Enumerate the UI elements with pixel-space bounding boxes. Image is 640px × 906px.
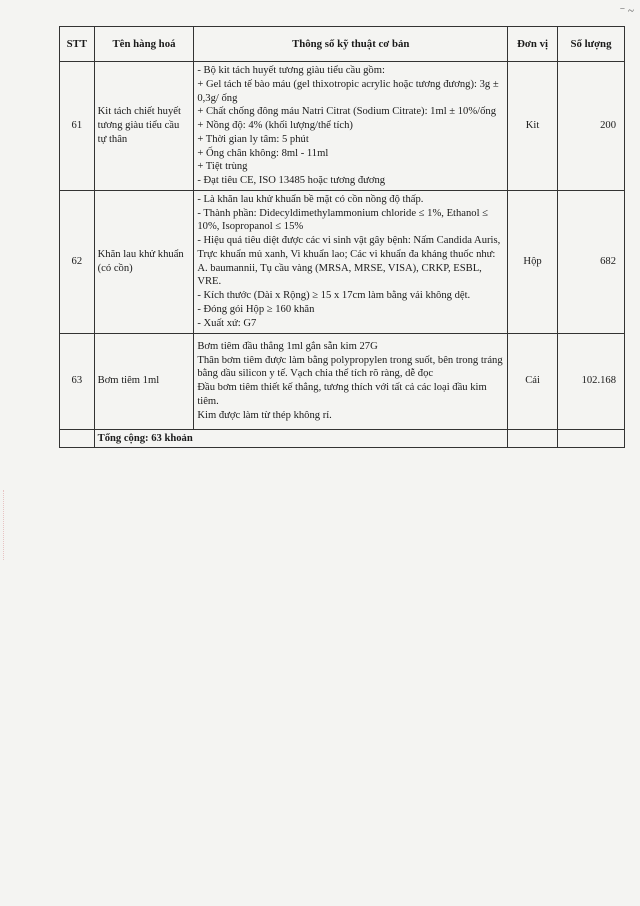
spec-line: Đầu bơm tiêm thiết kế thẳng, tương thích với tất cả các loại đầu kim tiêm. — [197, 382, 487, 407]
spec-line: - Đóng gói Hộp ≥ 160 khăn — [197, 304, 315, 316]
row-unit: Cái — [508, 333, 558, 429]
spec-line: + Gel tách tế bào máu (gel thixotropic acrylic hoặc tương đương): 3g ± 0,3g/ ống — [197, 78, 499, 104]
table-row — [60, 333, 625, 429]
table-row — [60, 190, 625, 333]
row-spec — [194, 190, 508, 333]
row-spec — [194, 62, 508, 191]
row-stt: 63 — [60, 333, 95, 429]
spec-line: - Kích thước (Dài x Rộng) ≥ 15 x 17cm làm bằng vải không dệt. — [197, 290, 471, 302]
total-empty-cell — [508, 429, 558, 448]
total-empty-cell — [557, 429, 624, 448]
header-name: Tên hàng hoá — [94, 27, 194, 62]
row-unit: Kit — [508, 62, 558, 191]
table-header-row — [60, 27, 625, 62]
row-qty: 200 — [557, 62, 624, 191]
spec-line: + Tiệt trùng — [197, 161, 248, 173]
row-spec — [194, 333, 508, 429]
spec-line: - Hiệu quả tiêu diệt được các vi sinh vật gây bệnh: Nấm Candida Auris, Trực khuẩn mủ xanh, Vi khuẩn lao; Các vi khuẩn đa kháng thuốc như: A. baumannii, Tụ cầu vàng (MRSA, MRSE, VISA), CRKP, ESBL, VRE. — [197, 235, 501, 288]
spec-line: + Chất chống đông máu Natri Citrat (Sodium Citrate): 1ml ± 10%/ống — [197, 106, 497, 118]
spec-line: + Nồng độ: 4% (khối lượng/thể tích) — [197, 120, 353, 132]
spec-line: + Thời gian ly tâm: 5 phút — [197, 133, 309, 145]
row-qty: 682 — [557, 190, 624, 333]
spec-line: - Bộ kit tách huyết tương giàu tiểu cầu gồm: — [197, 65, 385, 76]
spec-line: Kim được làm từ thép không rỉ. — [197, 409, 332, 421]
row-name: Bơm tiêm 1ml — [94, 333, 194, 429]
goods-table — [59, 26, 625, 448]
header-qty: Số lượng — [557, 27, 624, 62]
spec-line: - Xuất xứ: G7 — [197, 317, 257, 329]
header-stt: STT — [60, 27, 95, 62]
total-label: Tổng cộng: 63 khoản — [94, 429, 507, 448]
spec-line: - Là khăn lau khử khuẩn bề mặt có cồn nồng độ thấp. — [197, 193, 424, 205]
table-row — [60, 62, 625, 191]
spec-line: Thân bơm tiêm được làm bằng polypropylen trong suốt, bên trong tráng bằng dầu silicon y tế. Vạch chia thể tích rõ ràng, dễ đọc — [197, 354, 503, 380]
header-spec: Thông số kỹ thuật cơ bản — [194, 27, 508, 62]
spec-line: + Ống chân không: 8ml - 11ml — [197, 147, 329, 159]
spec-line: - Thành phần: Didecyldimethylammonium chloride ≤ 1%, Ethanol ≤ 10%, Isopropanol ≤ 15% — [197, 207, 488, 233]
total-row — [60, 429, 625, 448]
row-stt: 61 — [60, 62, 95, 191]
total-empty-cell — [60, 429, 95, 448]
corner-pen-mark: ⁻ ~ — [619, 5, 634, 17]
faint-stamp-mark — [3, 490, 26, 560]
header-unit: Đơn vị — [508, 27, 558, 62]
row-qty: 102.168 — [557, 333, 624, 429]
row-name: Kit tách chiết huyết tương giàu tiểu cầu tự thân — [94, 62, 194, 191]
spec-line: Bơm tiêm đầu thẳng 1ml gắn sẵn kim 27G — [197, 340, 378, 352]
row-name: Khăn lau khử khuẩn (có cồn) — [94, 190, 194, 333]
row-stt: 62 — [60, 190, 95, 333]
spec-line: - Đạt tiêu CE, ISO 13485 hoặc tương đương — [197, 175, 386, 187]
row-unit: Hộp — [508, 190, 558, 333]
